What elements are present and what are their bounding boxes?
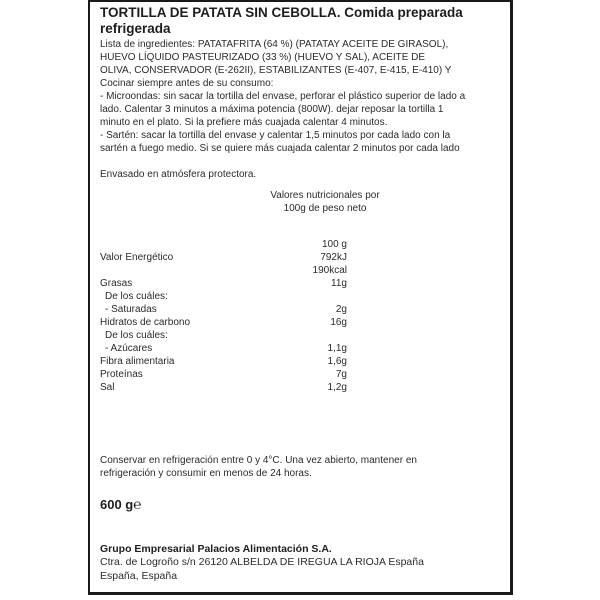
product-label [88, 0, 513, 595]
text-line: Conservar en refrigeración entre 0 y 4°C. Una vez abierto, mantener en [100, 455, 417, 466]
nutrition-row-label: De los cuáles: [105, 291, 168, 302]
product-title: TORTILLA DE PATATA SIN CEBOLLA. Comida preparada refrigerada [100, 5, 463, 36]
nutrition-row [100, 381, 347, 394]
nutrition-row [100, 277, 347, 290]
nutrition-row [100, 303, 347, 316]
nutrition-row [100, 368, 347, 381]
cooking-instructions [100, 90, 500, 155]
packaging-note-text: Envasado en atmósfera protectora. [100, 169, 257, 180]
text-line: OLIVA, CONSERVADOR (E-262II), ESTABILIZANTES (E-407, E-415, E-410) Y [100, 65, 452, 76]
text-line: - Sartén: sacar la tortilla del envase y calentar 1,5 minutos por cada lado con la [100, 130, 451, 141]
text-line: Cocinar siempre antes de su consumo: [100, 78, 274, 89]
text-line: HUEVO LÍQUIDO PASTEURIZADO (33 %) (HUEVO Y SAL), ACEITE DE [100, 52, 426, 63]
manufacturer-block [100, 542, 500, 583]
text-line: sartén a fuego medio. Si se quiere más cuajada calentar 2 minutos por cada lado [100, 143, 460, 154]
net-weight [100, 496, 500, 513]
nutrition-header-line2: 100g de peso neto [283, 203, 367, 214]
text-line: lado. Calentar 3 minutos a máxima potencia (800W). dejar reposar la tortilla 1 [100, 104, 444, 115]
nutrition-row [100, 355, 347, 368]
nutrition-row-label: Fibra alimentaria [100, 356, 175, 367]
ingredients-list [100, 38, 500, 90]
nutrition-header-line1: Valores nutricionales por [270, 190, 380, 201]
nutrition-row-value: 7g [335, 369, 347, 380]
nutrition-row [100, 238, 347, 251]
nutrition-row-label: Grasas [100, 278, 133, 289]
packaging-note [100, 168, 500, 181]
estimated-sign: ℮ [133, 496, 142, 512]
nutrition-row-value: 100 g [321, 239, 347, 250]
nutrition-row-value: 1,6g [327, 356, 347, 367]
manufacturer-name: Grupo Empresarial Palacios Alimentación S.A. [100, 543, 332, 555]
text-line: minuto en el plato. Si la prefiere más cuajada calentar 4 minutos. [100, 117, 388, 128]
nutrition-row-label: - Saturadas [105, 304, 157, 315]
nutrition-row [100, 264, 347, 277]
nutrition-row [100, 342, 347, 355]
text-line: - Microondas: sin sacar la tortilla del envase, perforar el plástico superior de lado a [100, 91, 466, 102]
nutrition-row-value: 16g [330, 317, 347, 328]
text-line: España, España [100, 569, 178, 582]
nutrition-row-label: De los cuáles: [105, 330, 168, 341]
text-line: Ctra. de Logroño s/n 26120 ALBELDA DE IREGUA LA RIOJA España [100, 556, 424, 568]
nutrition-row-label: Valor Energético [100, 252, 174, 263]
nutrition-row-value: 1,2g [327, 382, 347, 393]
nutrition-row [100, 290, 347, 303]
nutrition-row-label: Proteínas [100, 369, 143, 380]
nutrition-row [100, 329, 347, 342]
nutrition-table [100, 238, 347, 394]
manufacturer-address [100, 556, 500, 583]
nutrition-header [150, 189, 500, 215]
nutrition-row-label: - Azúcares [105, 343, 153, 354]
nutrition-row-label: Sal [100, 382, 115, 393]
text-line: Lista de ingredientes: PATATAFRITA (64 %) (PATATAY ACEITE DE GIRASOL), [100, 39, 449, 50]
nutrition-row-value: 11g [331, 278, 347, 289]
nutrition-row [100, 316, 347, 329]
net-weight-value: 600 g [100, 497, 134, 512]
nutrition-row-value: 792kJ [320, 252, 347, 263]
nutrition-row [100, 251, 347, 264]
nutrition-row-value: 2g [335, 304, 347, 315]
storage-instructions [100, 454, 500, 480]
nutrition-row-value: 1,1g [327, 343, 347, 354]
text-line: refrigeración y consumir en menos de 24 horas. [100, 468, 312, 479]
nutrition-row-label: Hidratos de carbono [100, 317, 191, 328]
nutrition-row-value: 190kcal [312, 265, 347, 276]
